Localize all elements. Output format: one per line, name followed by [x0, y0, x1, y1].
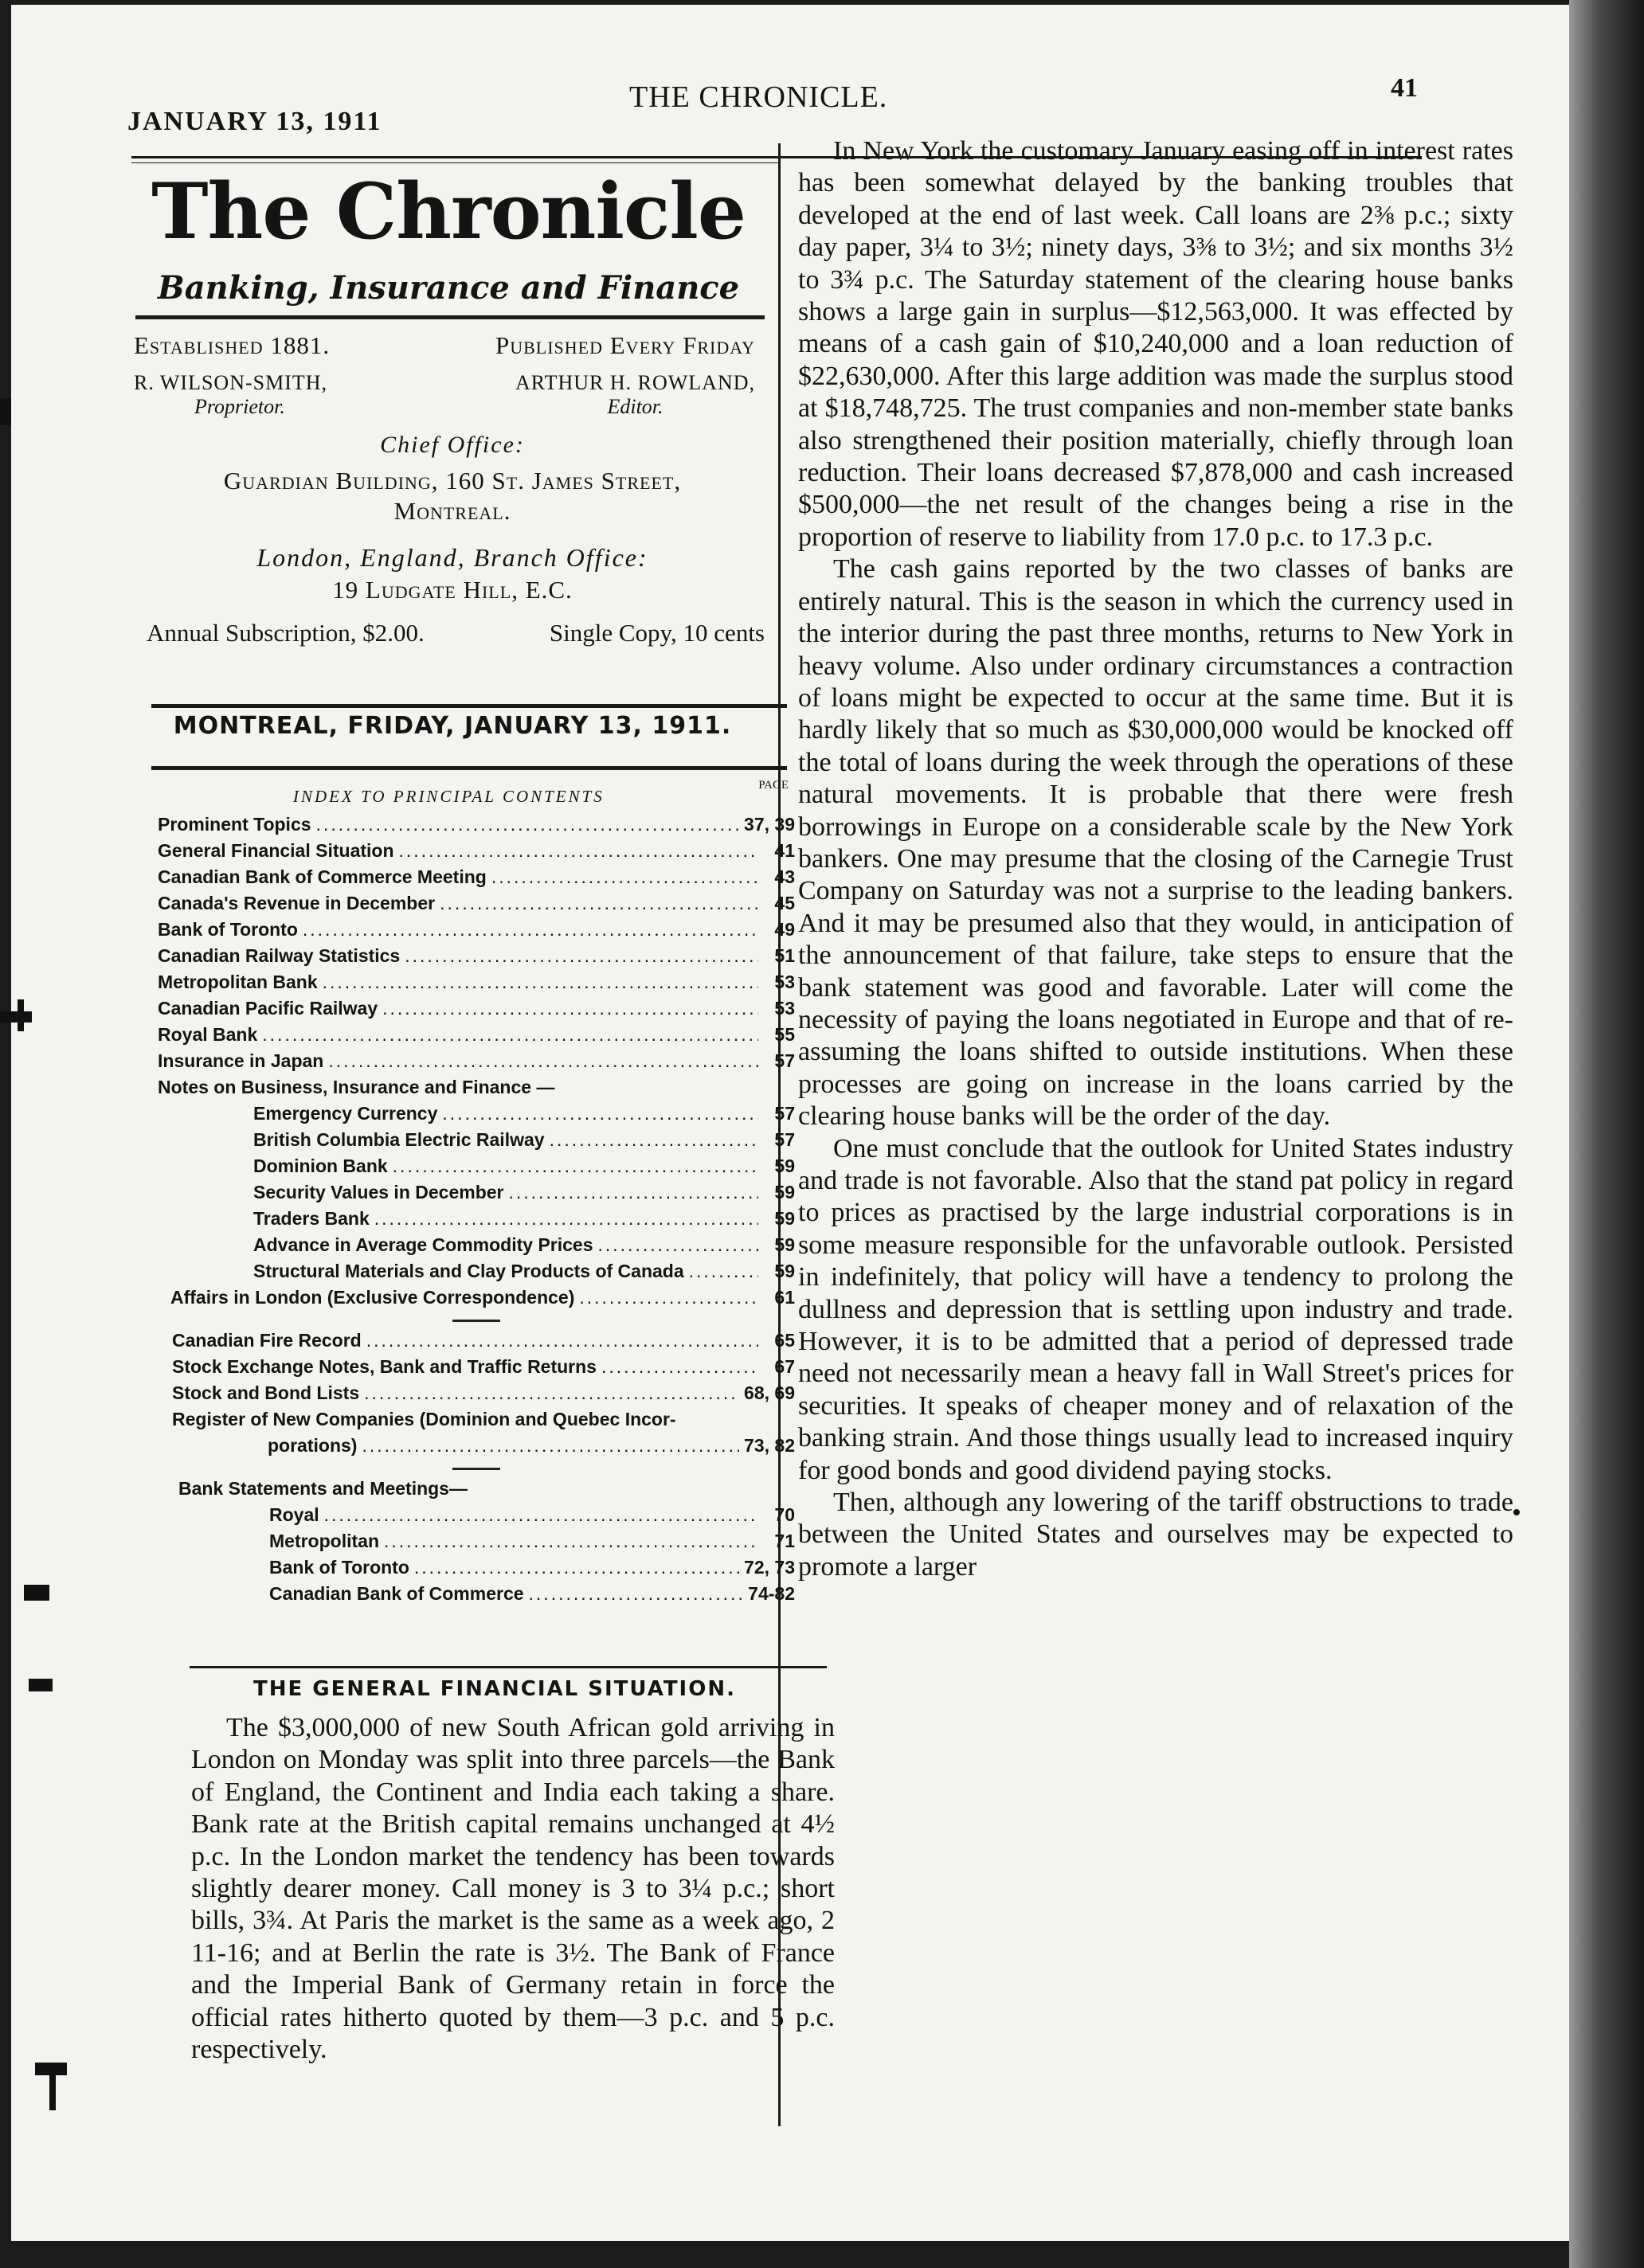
index-entry: [253, 1234, 795, 1261]
index-leader-dots: [509, 1182, 759, 1203]
index-leader-dots: [598, 1234, 759, 1256]
index-leader-dots: [374, 1208, 758, 1230]
index-entry-register: Register of New Companies (Dominion and Quebec Incor-: [172, 1409, 676, 1429]
index-entry: [158, 814, 795, 840]
index-entry-title: Canadian Pacific Railway: [158, 998, 378, 1019]
index-entry-title: Canadian Fire Record: [172, 1330, 362, 1351]
index-entry-title: Canadian Bank of Commerce Meeting: [158, 866, 487, 887]
index-leader-dots: [316, 814, 740, 835]
index-leader-dots: [399, 840, 758, 862]
proprietor-name: R. WILSON-SMITH,: [134, 371, 328, 394]
index-entry: [158, 972, 795, 998]
index-leader-dots: [328, 1050, 758, 1072]
article-paragraph: The cash gains reported by the two classes of banks are entirely natural. This is the season in which the currency used in the interior during the past three months, returns to New York in heavy volume. Also under ordinary circumstances a contraction of loans might be expected to occur at the same time. But it is hardly likely that so much as $30,000,000 would be knocked off the total of loans during the week through the operations of these natural movements. It is probable that there were fresh borrowings in Europe on a considerable scale by the New York bankers. One may presume that the closing of the Carnegie Trust Company on Saturday was not a surprise to the leading bankers. And it may be presumed also that they would, in anticipation of the announcement of that failure, take steps to ensure that the bank statement was good and favorable. Later will come the necessity of paying the loans negotiated in Europe and that of re-assuming the loans shifted to outside institutions. When these processes are going on increase in the loans carried by the clearing house banks will be the order of the day.: [798, 554, 1513, 1132]
index-entry: [158, 998, 795, 1024]
index-entry-title: British Columbia Electric Railway: [253, 1129, 545, 1150]
article-paragraph: Then, although any lowering of the tariff obstructions to trade between the United States and ourselves may be expected to promote a larger: [798, 1488, 1513, 1582]
established-line: Established 1881.: [134, 331, 331, 359]
index-entry-page: 53: [774, 972, 795, 992]
scan-mark: [49, 2063, 56, 2110]
article-paragraph: In New York the customary January easing off in interest rates has been somewhat delayed by the banking troubles that developed at the end of last week. Call loans are 2⅜ p.c.; sixty day paper, 3¼ to 3½; ninety days, 3⅜ to 3½; and six months 3½ to 3¾ p.c. The Saturday statement of the clearing house banks shows a large gain in surplus—$12,563,000. It was effected by means of a cash gain of $10,240,000 and a loan reduction of $22,630,000. After this large addition was made the surplus stood at $18,748,725. The trust companies and non-member state banks also strengthened their position materially, chiefly through loan reduction. Their loans decreased $7,878,000 and cash increased $500,000—the net result of the changes being a rise in the proportion of reserve to liability from 17.0 p.c. to 17.3 p.c.: [798, 136, 1513, 552]
scan-mark: [0, 398, 11, 425]
index-entry-page: 68, 69: [744, 1382, 795, 1403]
index-entry: [158, 919, 795, 945]
index-entry: [253, 1261, 795, 1287]
index-leader-dots: [405, 945, 758, 967]
header-page-number: 41: [1391, 73, 1418, 103]
index-entry-page: 67: [774, 1356, 795, 1377]
running-header: [127, 73, 1418, 136]
index-entry-page: 72, 73: [744, 1557, 795, 1578]
scan-mark: [1513, 1509, 1520, 1515]
index-entry-title: Royal: [269, 1504, 319, 1525]
index-entry-page: 71: [774, 1531, 795, 1551]
index-entry: [253, 1156, 795, 1182]
index-leader-dots: [382, 998, 758, 1019]
index-entry-page: 49: [774, 919, 795, 940]
index-separator: [452, 1320, 500, 1322]
index-leader-dots: [579, 1287, 758, 1308]
index-entry-title: General Financial Situation: [158, 840, 394, 861]
right-column-text: [798, 135, 1513, 1583]
scan-mark: [24, 1585, 49, 1601]
index-entry-title: Metropolitan Bank: [158, 972, 318, 992]
index-entry-page: 53: [774, 998, 795, 1019]
index-bottom-rule: [190, 1666, 827, 1668]
index-entry: [253, 1182, 795, 1208]
index-group-statements: Bank Statements and Meetings—: [178, 1478, 468, 1499]
index-leader-dots: [529, 1583, 744, 1605]
index-group-notes: Notes on Business, Insurance and Finance —: [158, 1077, 555, 1097]
index-leader-dots: [442, 1103, 758, 1124]
chief-office-label: Chief Office:: [380, 432, 525, 458]
index-entry-page: 74-82: [748, 1583, 795, 1604]
index-entry-page: 57: [774, 1103, 795, 1124]
index-leader-dots: [364, 1382, 739, 1404]
index-entry-title: Royal Bank: [158, 1024, 258, 1045]
index-entry: [158, 1050, 795, 1077]
index-entry-page: 73, 82: [744, 1435, 795, 1456]
masthead-subtitle: Banking, Insurance and Finance: [157, 269, 740, 307]
index-entry: [172, 1382, 795, 1409]
index-entry-page: 65: [774, 1330, 795, 1351]
index-entry-title: Bank of Toronto: [269, 1557, 409, 1578]
index-entry-title: Advance in Average Commodity Prices: [253, 1234, 593, 1255]
index-entry: [269, 1504, 795, 1531]
index-entry-title: Insurance in Japan: [158, 1050, 324, 1071]
index-entry-title: Bank of Toronto: [158, 919, 298, 940]
index-entry-title: Affairs in London (Exclusive Correspondence): [170, 1287, 575, 1308]
index-leader-dots: [414, 1557, 739, 1578]
index-entry-title: Canadian Bank of Commerce: [269, 1583, 524, 1604]
index-leader-dots: [366, 1330, 758, 1351]
left-column-text: [191, 1712, 835, 2066]
index-entry-page: 61: [774, 1287, 795, 1308]
scan-mark: [18, 999, 24, 1031]
index-entry-title: porations): [268, 1435, 358, 1456]
index-entry-page: 45: [774, 893, 795, 913]
article-paragraph: One must conclude that the outlook for United States industry and trade is not favorable. Also that the stand pat policy in regard to prices as practised by the large industrial corporations is in some measure responsible for the unfavorable outlook. Persisted in indefinitely, that policy will have a tendency to prolong the dullness and depression that is settling upon industry and trade. However, it is to be admitted that a period of depressed trade need not necessarily mean a heavy fall in Wall Street's prices for securities. It speaks of cheaper money and of relaxation of the banking strain. And those things usually lead to increased inquiry for good bonds and good dividend paying stocks.: [798, 1133, 1513, 1485]
scan-mark: [29, 1679, 53, 1691]
article-heading: THE GENERAL FINANCIAL SITUATION.: [253, 1677, 736, 1701]
index-entry-title: Emergency Currency: [253, 1103, 438, 1124]
index-entry-title: Prominent Topics: [158, 814, 311, 835]
index-entry: [158, 1287, 795, 1313]
index-entry-page: 43: [774, 866, 795, 887]
index-entry: [172, 1356, 795, 1382]
index-entry-page: 59: [774, 1234, 795, 1255]
index-entry-page: 59: [774, 1182, 795, 1202]
index-leader-dots: [362, 1435, 739, 1457]
index-entry: [158, 866, 795, 893]
index-entry: [158, 1435, 795, 1461]
index-leader-dots: [262, 1024, 758, 1046]
index-separator: [452, 1468, 500, 1470]
index-entry-title: Stock and Bond Lists: [172, 1382, 360, 1403]
masthead-rule: [135, 315, 765, 319]
index-leader-dots: [491, 866, 758, 888]
index-entry: [253, 1129, 795, 1156]
annual-subscription: Annual Subscription, $2.00.: [147, 619, 425, 647]
publication-info: [134, 331, 771, 647]
article-paragraph: The $3,000,000 of new South African gold arriving in London on Monday was split into three parcels—the Bank of England, the Continent and India each taking a share. Bank rate at the British capital remains unchanged at 4½ p.c. In the London market the tendency has been towards slightly dearer money. Call money is 3 to 3¼ p.c.; short bills, 3¾. At Paris the market is the same as a week ago, 2 11-16; and at Berlin the rate is 3½. The Bank of France and the Imperial Bank of Germany retain in force the official rates hitherto quoted by them—3 p.c. and 5 p.c. respectively.: [191, 1713, 835, 2065]
editor-name: ARTHUR H. ROWLAND,: [515, 371, 755, 394]
masthead-title: The Chronicle: [151, 166, 746, 256]
header-date: JANUARY 13, 1911: [127, 107, 382, 136]
index-leader-dots: [393, 1156, 758, 1177]
published-line: Published Every Friday: [495, 331, 755, 359]
index-entry-page: 55: [774, 1024, 795, 1045]
index-entry-page: 59: [774, 1261, 795, 1281]
chief-office-city: Montreal.: [393, 497, 511, 525]
index-entry-title: Structural Materials and Clay Products of Canada: [253, 1261, 684, 1281]
index-entry-title: Canada's Revenue in December: [158, 893, 436, 913]
index-entry: [269, 1531, 795, 1557]
dateline-top-rule: [151, 704, 787, 708]
index-entry: [253, 1208, 795, 1234]
single-copy-price: Single Copy, 10 cents: [549, 619, 765, 647]
index-entry-title: Dominion Bank: [253, 1156, 388, 1176]
index-entry-page: 70: [774, 1504, 795, 1525]
index-entry: [253, 1103, 795, 1129]
index-entry-page: 59: [774, 1208, 795, 1229]
proprietor-role: Proprietor.: [194, 395, 285, 418]
index-entry: [172, 1330, 795, 1356]
branch-office-label: London, England, Branch Office:: [256, 543, 648, 572]
index-entry-page: 57: [774, 1129, 795, 1150]
masthead: [134, 166, 763, 307]
index-entry: [158, 893, 795, 919]
index-leader-dots: [689, 1261, 758, 1282]
index-entry-page: 41: [774, 840, 795, 861]
header-rule: [131, 162, 778, 163]
scan-edge-shadow: [1569, 0, 1644, 2268]
index-entry-title: Canadian Railway Statistics: [158, 945, 401, 966]
scan-mark: [0, 1011, 32, 1023]
index-leader-dots: [384, 1531, 758, 1552]
chief-office-address: Guardian Building, 160 St. James Street,: [223, 467, 682, 495]
index-entry-title: Traders Bank: [253, 1208, 370, 1229]
dateline-bottom-rule: [151, 766, 787, 770]
branch-office-address: 19 Ludgate Hill, E.C.: [332, 576, 573, 604]
index-leader-dots: [323, 972, 758, 993]
contents-index: [158, 779, 795, 1609]
index-entry: [158, 840, 795, 866]
index-page-header: PAGE: [758, 779, 789, 792]
index-entry-title: Metropolitan: [269, 1531, 379, 1551]
editor-role: Editor.: [607, 395, 663, 418]
index-entry-page: 59: [774, 1156, 795, 1176]
index-entry: [158, 1024, 795, 1050]
index-leader-dots: [303, 919, 758, 940]
index-entry-page: 57: [774, 1050, 795, 1071]
index-title: INDEX TO PRINCIPAL CONTENTS: [293, 787, 605, 806]
index-entry: [158, 945, 795, 972]
index-entry: [269, 1557, 795, 1583]
index-leader-dots: [601, 1356, 758, 1378]
index-entry: [269, 1583, 795, 1609]
index-entry-page: 37, 39: [744, 814, 795, 835]
dateline: MONTREAL, FRIDAY, JANUARY 13, 1911.: [173, 712, 732, 740]
index-leader-dots: [324, 1504, 758, 1526]
index-leader-dots: [550, 1129, 758, 1151]
header-running-title: THE CHRONICLE.: [629, 80, 888, 114]
index-entry-title: Security Values in December: [253, 1182, 504, 1202]
index-entry-title: Stock Exchange Notes, Bank and Traffic Returns: [172, 1356, 597, 1377]
index-leader-dots: [440, 893, 758, 914]
index-entry-page: 51: [774, 945, 795, 966]
